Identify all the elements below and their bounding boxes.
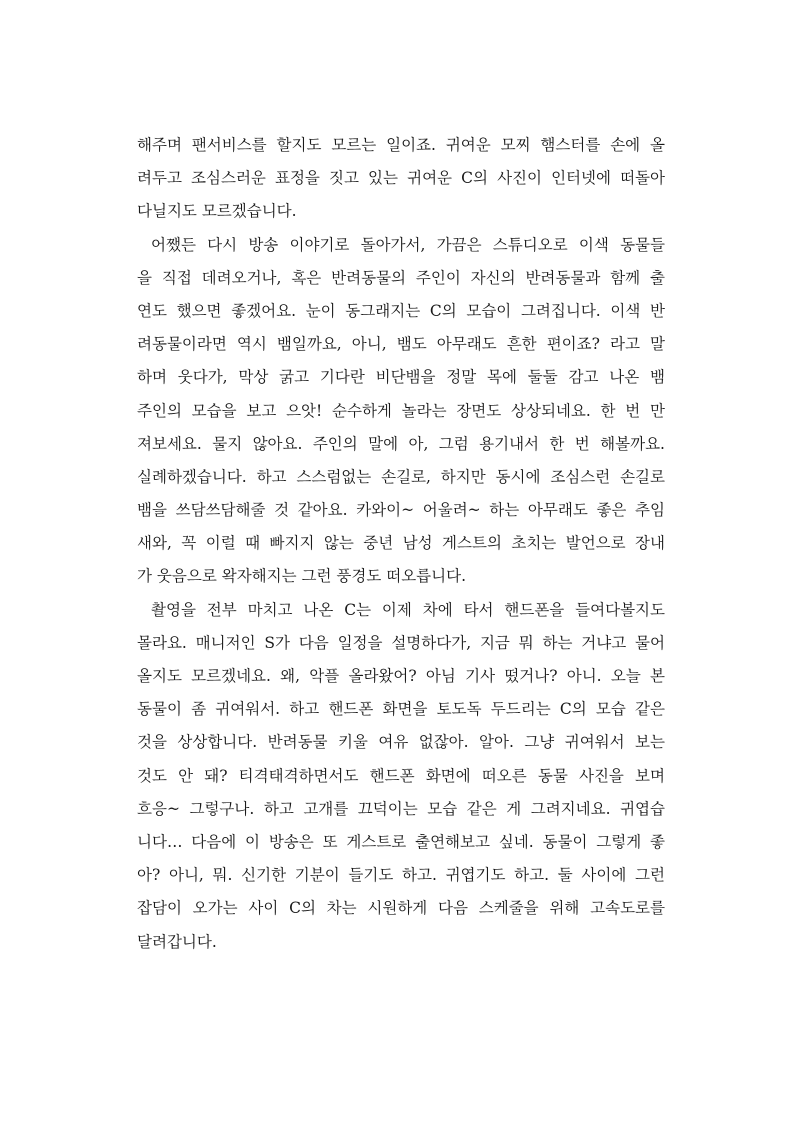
text-line: 동물이 좀 귀여워서. 하고 핸드폰 화면을 토도독 두드리는 C의 모습 같은 (137, 700, 665, 719)
text-line: 아? 아니, 뭐. 신기한 기분이 들기도 하고. 귀엽기도 하고. 둘 사이에 그런 (137, 866, 665, 885)
text-line: 주인의 모습을 보고 으앗! 순수하게 놀라는 장면도 상상되네요. 한 번 만 (137, 401, 665, 420)
text-line: 을 직접 데려오거나, 혹은 반려동물의 주인이 자신의 반려동물과 함께 출 (137, 268, 665, 287)
text-line: 몰라요. 매니저인 S가 다음 일정을 설명하다가, 지금 뭐 하는 거냐고 물어 (137, 633, 665, 652)
text-line: 것을 상상합니다. 반려동물 키울 여유 없잖아. 알아. 그냥 귀여워서 보는 (137, 733, 665, 752)
text-line: 려두고 조심스러운 표정을 짓고 있는 귀여운 C의 사진이 인터넷에 떠돌아 (137, 169, 665, 188)
text-line: 실례하겠습니다. 하고 스스럼없는 손길로, 하지만 동시에 조심스런 손길로 (137, 467, 665, 486)
text-line: 잡담이 오가는 사이 C의 차는 시원하게 다음 스케줄을 위해 고속도로를 (137, 899, 665, 918)
paragraph-1 (137, 129, 665, 229)
document-body (137, 129, 665, 959)
text-line: 해주며 팬서비스를 할지도 모르는 일이죠. 귀여운 모찌 햄스터를 손에 올 (137, 136, 665, 154)
text-line: 올지도 모르겠네요. 왜, 악플 올라왔어? 아님 기사 떴거나? 아니. 오늘 본 (137, 667, 665, 685)
paragraph-3 (137, 594, 665, 959)
text-line: 촬영을 전부 마치고 나온 C는 이제 차에 타서 핸드폰을 들여다볼지도 (151, 600, 665, 619)
text-line: 져보세요. 물지 않아요. 주인의 말에 아, 그럼 용기내서 한 번 해볼까요. (137, 434, 665, 453)
text-line: 가 웃음으로 왁자해지는 그런 풍경도 떠오릅니다. (137, 567, 467, 586)
text-line: 하며 웃다가, 막상 굵고 기다란 비단뱀을 정말 목에 둘둘 감고 나온 뱀 (137, 368, 665, 387)
text-line: 려동물이라면 역시 뱀일까요, 아니, 뱀도 아무래도 흔한 편이죠? 라고 말 (137, 335, 665, 354)
text-line: 어쨌든 다시 방송 이야기로 돌아가서, 가끔은 스튜디오로 이색 동물들 (151, 235, 665, 254)
text-line: 다닐지도 모르겠습니다. (137, 202, 297, 221)
text-line: 새와, 꼭 이럴 때 빠지지 않는 중년 남성 게스트의 초치는 발언으로 장내 (137, 534, 665, 553)
text-line: 것도 안 돼? 티격태격하면서도 핸드폰 화면에 떠오른 동물 사진을 보며 (137, 766, 665, 785)
paragraph-2 (137, 229, 665, 594)
text-line: 흐응~ 그렇구나. 하고 고개를 끄덕이는 모습 같은 게 그려지네요. 귀엽습 (137, 799, 665, 818)
text-line: 연도 했으면 좋겠어요. 눈이 동그래지는 C의 모습이 그려집니다. 이색 반 (137, 301, 665, 320)
text-line: 뱀을 쓰담쓰담해줄 것 같아요. 카와이~ 어울려~ 하는 아무래도 좋은 추임 (137, 501, 665, 520)
text-line: 달려갑니다. (137, 932, 217, 951)
text-line: 니다… 다음에 이 방송은 또 게스트로 출연해보고 싶네. 동물이 그렇게 좋 (137, 832, 665, 851)
